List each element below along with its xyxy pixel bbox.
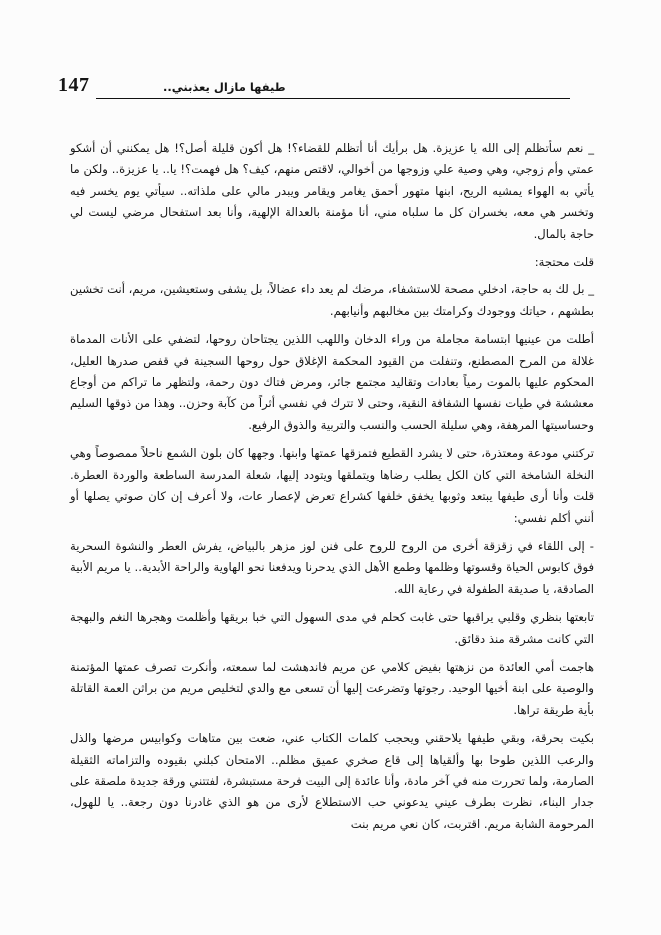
paragraph: هاجمت أمي العائدة من نزهتها بفيض كلامي عن مريم فاندهشت لما سمعته، وأنكرت تصرف عمتها المؤتمنة والوصية على ابنة أخيها الوحيد. رجوتها وتضرعت إليها أن تسعى مع والدي لتخليص مريم من براثن العمة القاتلة بأية طريقة تراها. <box>70 659 594 717</box>
paragraph: تابعتها بنظري وقلبي يراقبها حتى غابت كحلم في مدى السهول التي خبا بريقها وأظلمت وهجرها النغم والبهجة التي كانت مشرقة منذ دقائق. <box>70 610 594 646</box>
paragraph: _ نعم سأتظلم إلى الله يا عزيزة. هل برأيك أنا أتظلم للقضاء؟! هل أكون قليلة أصل؟! هل يمكنني أن أشكو عمتي وأم زوجي، وهي وصية علي وزوجها من أخوالي، لاقتص منهم، كيف؟ هل فهمت؟! يا.. يا عزيزة.. ولكن ما يأتي به الهواء يمشيه الريح، ابنها متهور أحمق يغامر ويقامر ويبدر مالي على ملذاته.. سيأتي يوم يخسر فيه وتخسر هي معه، بخسران كل ما سلباه مني، أنا مؤمنة بالعدالة الإلهية، وأنا بعد استفحال مرضي ليست لي حاجة بالمال. <box>70 141 594 241</box>
paragraph: _ بل لك به حاجة، ادخلي مصحة للاستشفاء، مرضك لم يعد داء عضالاً، بل يشفى وستعيشين، مريم، أنت تخشين بطشهم ، حياتك ووجودك وكرامتك بين مخالبهم وأنيابهم. <box>70 282 594 318</box>
page-header <box>0 74 661 104</box>
header-rule <box>96 98 570 99</box>
paragraph: تركتني مودعة ومعتذرة، حتى لا يشرد القطيع فتمزقها عمتها وابنها. وجهها كان بلون الشمع ناحلاً ممصوصاً وهي النخلة الشامخة التي كان الكل يطلب رضاها ويتملقها ويتودد إليها، شعلة المدرسة الساطعة والوردة العطرة. قلت وأنا أرى طيفها يبتعد وثوبها يخفق خلفها كشراع تعرض لإعصار عات، ولا أعرف إن كان صوتي يصلها أو أنني أكلم نفسي: <box>70 446 594 525</box>
paragraph: - إلى اللقاء في زقزقة أخرى من الروح للروح على فنن لوز مزهر بالبياض، يفرش العطر والنشوة السحرية فوق كابوس الحياة وقسوتها وظلمها وطمع الأهل الذي يدحرنا ويدفعنا نحو الهاوية والراحة الأبدية.. يا مريم الأبية الصادقة، يا صديقة الطفولة في رعاية الله. <box>70 538 594 596</box>
paragraph: بكيت بحرقة، وبقي طيفها يلاحقني ويحجب كلمات الكتاب عني، ضعت بين متاهات وكوابيس مرضها والذل والرعب اللذين طوحا بها وألقياها إلى قاع صخري عميق مظلم.. الامتحان كبلني بقيوده والتزاماته الثقيلة الصارمة، ولما تحررت منه في آخر مادة، وأنا عائدة إلى البيت فرحة مستبشرة، لفتتني ورقة جديدة ملصقة على جدار البناء، نظرت بطرف عيني يدعوني حب الاستطلاع لأرى من هو الذي غادرنا دون رجعة.. يا للهول، المرحومة الشابة مريم. اقتربت، كان نعي مريم بنت <box>70 731 594 831</box>
paragraph: أطلت من عينيها ابتسامة مجاملة من وراء الدخان واللهب اللذين يجتاحان روحها، لتضفي على الأنات المدماة غلالة من المرح المصطنع، وتنفلت من القيود المحكمة الإغلاق حول روحها السجينة في قفص صدرها العليل، المحكوم عليها بالموت رمياً بعادات وتقاليد مجتمع جائر، ومرض فتاك دون رحمة، ولتظهر ما تراكم من أوجاع معششة في طيات نفسها الشفافة النقية، وحتى لا تترك في نفسي أثراً من كآبة وحزن.. وهذا من ذوقها السليم وحساسيتها المرهفة، وهي سليلة الحسب والنسب والتربية والذوق الرفيع. <box>70 332 594 432</box>
page-number: 147 <box>58 74 90 96</box>
running-title: طيفها مازال يعذبني.. <box>163 80 286 94</box>
body-text <box>70 138 594 842</box>
paragraph: قلت محتجة: <box>534 255 594 270</box>
